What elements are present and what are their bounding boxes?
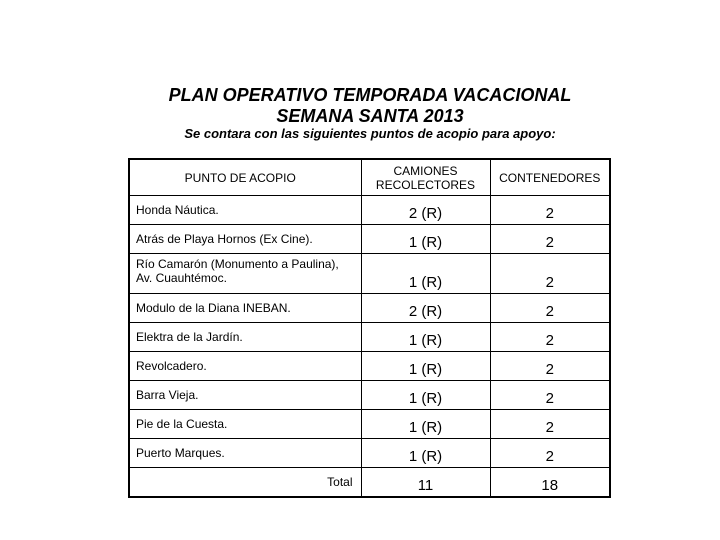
cell-trucks: 1 (R) xyxy=(361,439,490,468)
table-row xyxy=(129,254,610,294)
cell-place-line1: Elektra de la Jardín. xyxy=(136,330,243,344)
cell-containers: 2 xyxy=(490,410,610,439)
document-subtitle-event: SEMANA SANTA 2013 xyxy=(276,106,464,126)
document-title: PLAN OPERATIVO TEMPORADA VACACIONAL xyxy=(168,85,572,105)
cell-place-line1: Pie de la Cuesta. xyxy=(136,417,228,431)
table-row xyxy=(129,352,610,381)
cell-place xyxy=(129,225,361,254)
cell-place xyxy=(129,196,361,225)
cell-containers: 2 xyxy=(490,294,610,323)
cell-place xyxy=(129,294,361,323)
cell-place xyxy=(129,352,361,381)
header-trucks-line1: CAMIONES xyxy=(393,163,458,178)
header-place: PUNTO DE ACOPIO xyxy=(184,170,296,185)
table-row xyxy=(129,294,610,323)
cell-trucks: 1 (R) xyxy=(361,225,490,254)
cell-containers: 2 xyxy=(490,323,610,352)
total-containers: 18 xyxy=(490,468,610,498)
cell-place-line1: Revolcadero. xyxy=(136,359,207,373)
cell-trucks: 1 (R) xyxy=(361,254,490,294)
cell-place-line1: Modulo de la Diana INEBAN. xyxy=(136,301,291,315)
cell-place-line1: Río Camarón (Monumento a Paulina), xyxy=(136,257,339,271)
cell-containers: 2 xyxy=(490,196,610,225)
cell-trucks: 1 (R) xyxy=(361,352,490,381)
cell-place-line1: Atrás de Playa Hornos (Ex Cine). xyxy=(136,232,313,246)
collection-points-table xyxy=(128,158,611,498)
header-trucks-line2: RECOLECTORES xyxy=(375,177,476,192)
cell-trucks: 1 (R) xyxy=(361,323,490,352)
table-row xyxy=(129,323,610,352)
cell-containers: 2 xyxy=(490,254,610,294)
table-row xyxy=(129,439,610,468)
cell-place xyxy=(129,381,361,410)
cell-containers: 2 xyxy=(490,439,610,468)
total-row xyxy=(129,468,610,498)
cell-place xyxy=(129,323,361,352)
cell-containers: 2 xyxy=(490,352,610,381)
cell-place-line1: Honda Náutica. xyxy=(136,203,219,217)
table-header-row xyxy=(129,159,610,196)
header-containers: CONTENEDORES xyxy=(490,159,610,196)
cell-trucks: 2 (R) xyxy=(361,294,490,323)
cell-trucks: 1 (R) xyxy=(361,381,490,410)
document-intro-text: Se contara con las siguientes puntos de acopio para apoyo: xyxy=(184,126,556,141)
table-row xyxy=(129,381,610,410)
cell-trucks: 2 (R) xyxy=(361,196,490,225)
table-row xyxy=(129,196,610,225)
cell-place xyxy=(129,254,361,294)
total-label: Total xyxy=(129,468,361,498)
cell-place-line1: Barra Vieja. xyxy=(136,388,199,402)
total-trucks: 11 xyxy=(361,468,490,498)
cell-place-line2: Av. Cuauhtémoc. xyxy=(136,271,227,285)
cell-place-line1: Puerto Marques. xyxy=(136,446,225,460)
table-row xyxy=(129,410,610,439)
cell-containers: 2 xyxy=(490,381,610,410)
cell-place xyxy=(129,439,361,468)
table-row xyxy=(129,225,610,254)
cell-place xyxy=(129,410,361,439)
header-trucks xyxy=(361,159,490,196)
cell-trucks: 1 (R) xyxy=(361,410,490,439)
cell-containers: 2 xyxy=(490,225,610,254)
